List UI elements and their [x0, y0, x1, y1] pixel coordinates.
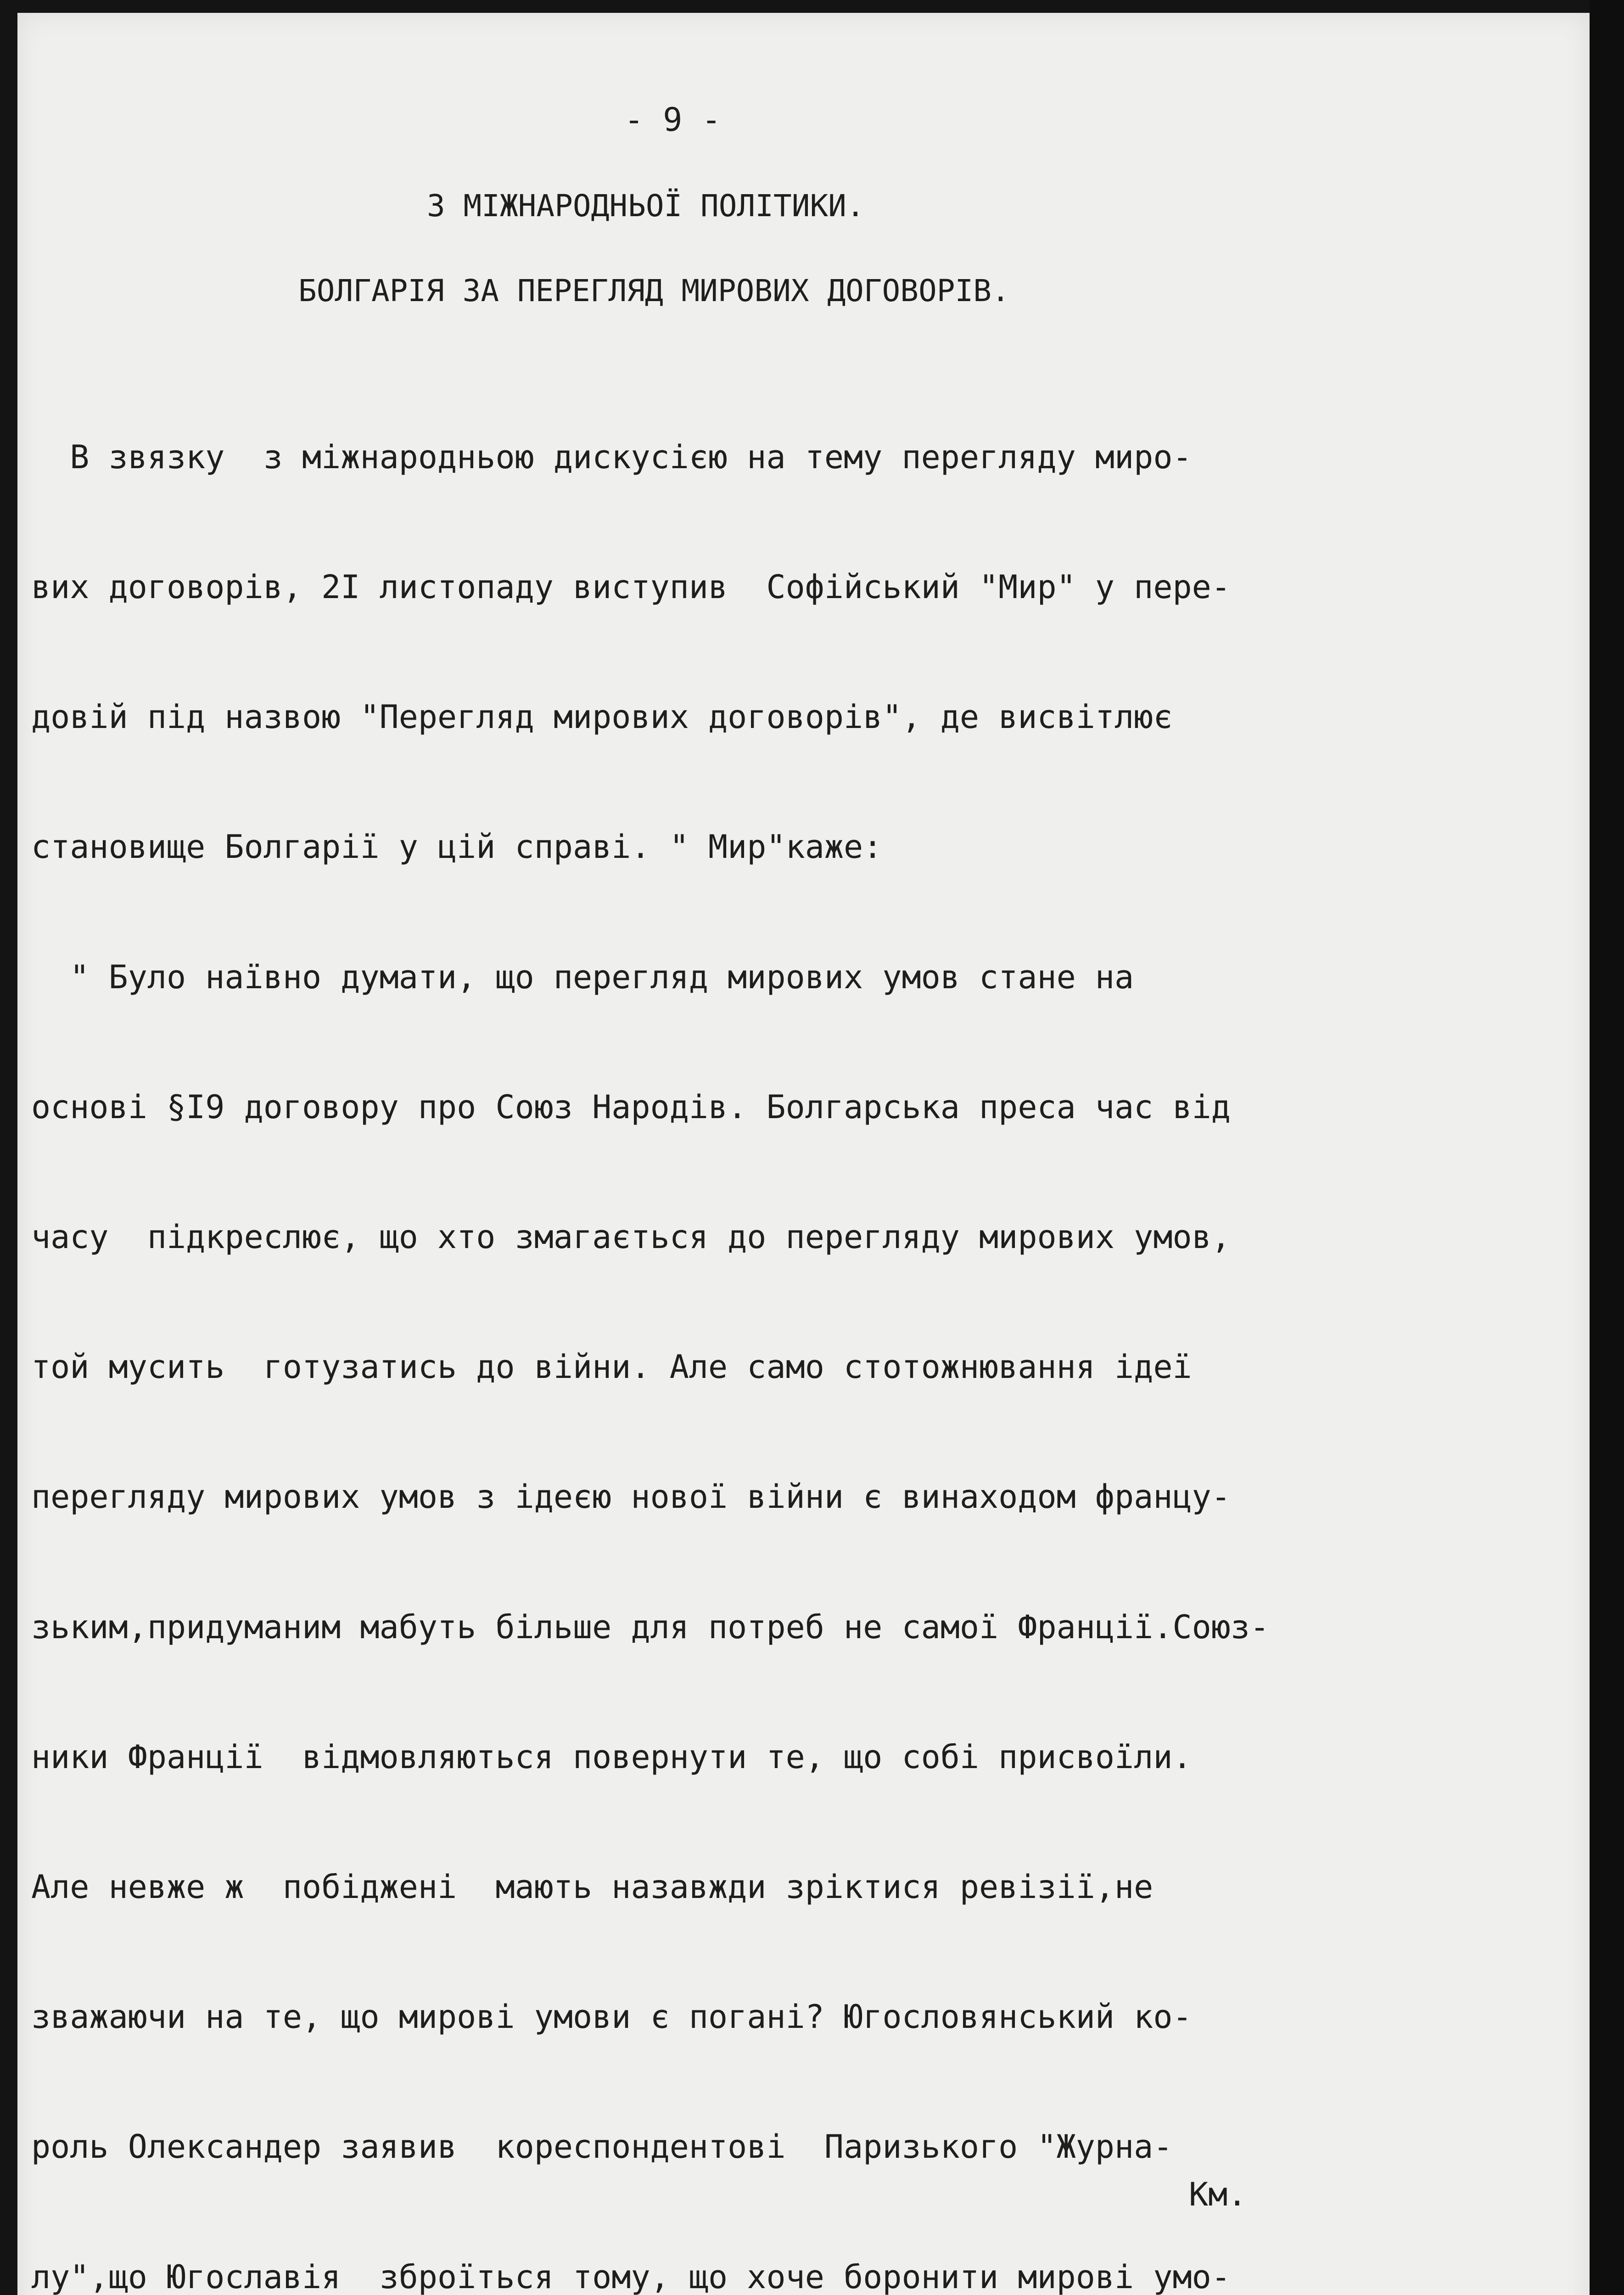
body-line: зьким,придуманим мабуть більше для потреб не самої Франції.Союз-	[31, 1608, 1270, 1646]
body-line: той мусить готузатись до війни. Але само стотожнювання ідеї	[31, 1348, 1192, 1386]
article-title: БОЛГАРІЯ ЗА ПЕРЕГЛЯД МИРОВИХ ДОГОВОРІВ.	[298, 273, 1010, 308]
body-line: " Було наївно думати, що перегляд мирових умов стане на	[31, 958, 1134, 996]
body-line: вих договорів, 2І листопаду виступив Софійський "Мир" у пере-	[31, 568, 1231, 606]
author-signature: Км.	[1189, 2176, 1247, 2213]
body-line: В звязку з міжнародньою дискусією на тему перегляду миро-	[31, 438, 1192, 476]
section-title: З МІЖНАРОДНЬОЇ ПОЛІТИКИ.	[427, 188, 865, 224]
article-body	[31, 349, 1269, 2295]
body-line: Але невже ж побіджені мають назавжди зріктися ревізії,не	[31, 1868, 1154, 1906]
scan-edge	[1590, 0, 1624, 2295]
body-line: роль Олександер заявив кореспондентові Паризького "Журна-	[31, 2128, 1173, 2166]
body-line: зважаючи на те, що мирові умови є погані? Югословянський ко-	[31, 1998, 1192, 2036]
body-line: лу",що Югославія зброїться тому, що хоче боронити мирові умо-	[31, 2258, 1231, 2295]
page-number: - 9 -	[624, 101, 721, 139]
body-line: перегляду мирових умов з ідеєю нової війни є винаходом францу-	[31, 1478, 1231, 1516]
body-line: становище Болгарії у цій справі. " Мир"каже:	[31, 828, 883, 866]
body-line: довій під назвою "Перегляд мирових договорів", де висвітлює	[31, 698, 1173, 736]
body-line: часу підкреслює, що хто змагається до перегляду мирових умов,	[31, 1218, 1231, 1256]
body-line: ники Франції відмовляються повернути те, що собі присвоїли.	[31, 1738, 1192, 1776]
body-line: основі §І9 договору про Союз Народів. Болгарська преса час від	[31, 1088, 1231, 1126]
